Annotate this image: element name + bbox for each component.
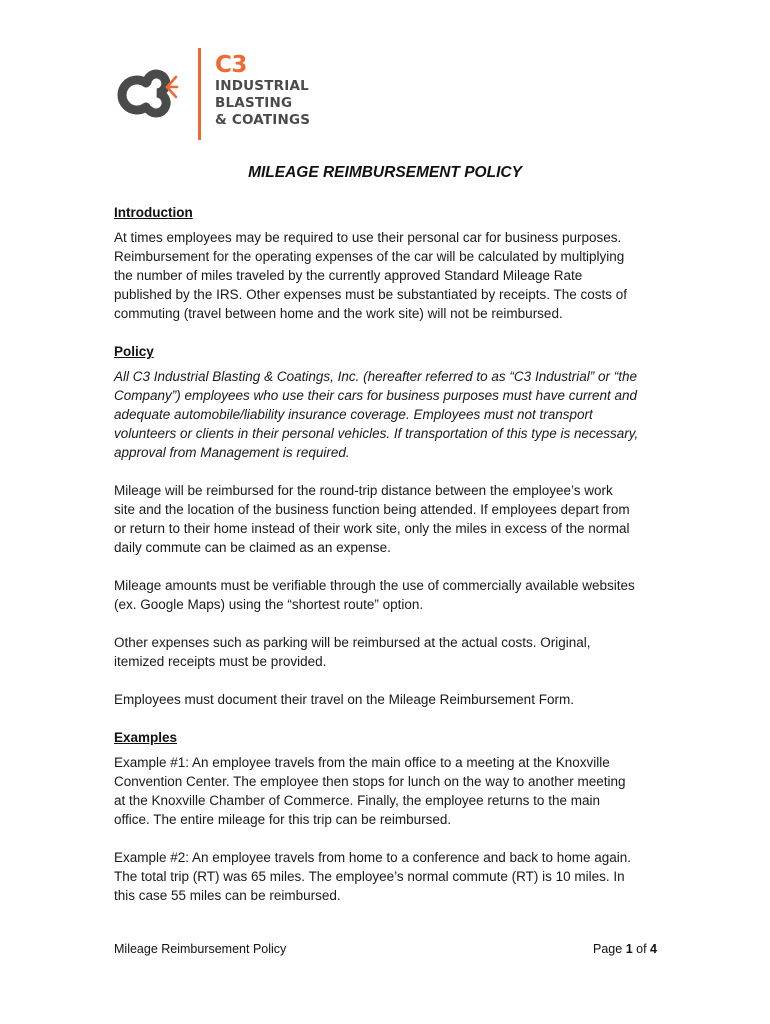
page-label: Page: [593, 942, 623, 956]
page-total: 4: [650, 942, 657, 956]
text-line: the number of miles traveled by the currently approved Standard Mileage Rate: [114, 268, 583, 283]
text-line: office. The entire mileage for this trip can be reimbursed.: [114, 812, 452, 827]
text-line: Company”) employees who use their cars for business purposes must have current and: [114, 388, 637, 403]
introduction-heading: Introduction: [114, 205, 193, 220]
text-line: site and the location of the business function being attended. If employees depart from: [114, 502, 630, 517]
company-logo: [116, 48, 316, 140]
text-line: Convention Center. The employee then stops for lunch on the way to another meeting: [114, 774, 626, 789]
footer-document-name: Mileage Reimbursement Policy: [114, 942, 287, 956]
document-title: MILEAGE REIMBURSEMENT POLICY: [248, 164, 522, 181]
logo-line-2: BLASTING: [215, 95, 293, 111]
example-2-paragraph: [114, 848, 659, 905]
logo-line-1: INDUSTRIAL: [215, 78, 309, 94]
logo-wordmark: [215, 52, 310, 129]
text-line: Reimbursement for the operating expenses of the car will be calculated by multiplying: [114, 249, 625, 264]
text-line: The total trip (RT) was 65 miles. The employee’s normal commute (RT) is 10 miles. In: [114, 869, 625, 884]
introduction-paragraph: [114, 228, 659, 323]
text-line: Example #2: An employee travels from home to a conference and back to home again.: [114, 850, 632, 865]
logo-brand: C3: [215, 52, 247, 78]
text-line: this case 55 miles can be reimbursed.: [114, 888, 341, 903]
policy-paragraph-expenses: [114, 633, 659, 671]
text-line: at the Knoxville Chamber of Commerce. Finally, the employee returns to the main: [114, 793, 600, 808]
text-line: commuting (travel between home and the work site) will not be reimbursed.: [114, 306, 563, 321]
text-line: Mileage will be reimbursed for the round-trip distance between the employee’s work: [114, 483, 613, 498]
text-line: itemized receipts must be provided.: [114, 654, 327, 669]
page-of: of: [636, 942, 647, 956]
text-line: All C3 Industrial Blasting & Coatings, Inc. (hereafter referred to as “C3 Industrial” or “the: [114, 369, 637, 384]
text-line: Example #1: An employee travels from the main office to a meeting at the Knoxville: [114, 755, 610, 770]
logo-divider: [198, 48, 201, 140]
text-line: or return to their home instead of their work site, only the miles in excess of the normal: [114, 521, 630, 536]
policy-paragraph-documentation: [114, 690, 659, 709]
text-line: published by the IRS. Other expenses must be substantiated by receipts. The costs of: [114, 287, 628, 302]
policy-heading: Policy: [114, 344, 154, 359]
policy-paragraph-mileage: [114, 481, 659, 557]
document-body: [114, 203, 659, 905]
text-line: At times employees may be required to use their personal car for business purposes.: [114, 230, 622, 245]
example-1-paragraph: [114, 753, 659, 829]
text-line: Employees must document their travel on the Mileage Reimbursement Form.: [114, 692, 574, 707]
text-line: Mileage amounts must be verifiable through the use of commercially available websites: [114, 578, 635, 593]
logo-line-3: & COATINGS: [215, 112, 311, 128]
text-line: Other expenses such as parking will be reimbursed at the actual costs. Original,: [114, 635, 591, 650]
page-number: [593, 942, 657, 956]
text-line: volunteers or clients in their personal vehicles. If transportation of this type is necessary,: [114, 426, 639, 441]
c3-logo-mark-icon: [116, 62, 192, 128]
text-line: approval from Management is required.: [114, 445, 350, 460]
text-line: daily commute can be claimed as an expense.: [114, 540, 391, 555]
text-line: (ex. Google Maps) using the “shortest route” option.: [114, 597, 424, 612]
policy-italic-paragraph: [114, 367, 659, 462]
text-line: adequate automobile/liability insurance coverage. Employees must not transport: [114, 407, 593, 422]
policy-paragraph-verification: [114, 576, 659, 614]
examples-heading: Examples: [114, 730, 178, 745]
page-current: 1: [625, 942, 633, 956]
